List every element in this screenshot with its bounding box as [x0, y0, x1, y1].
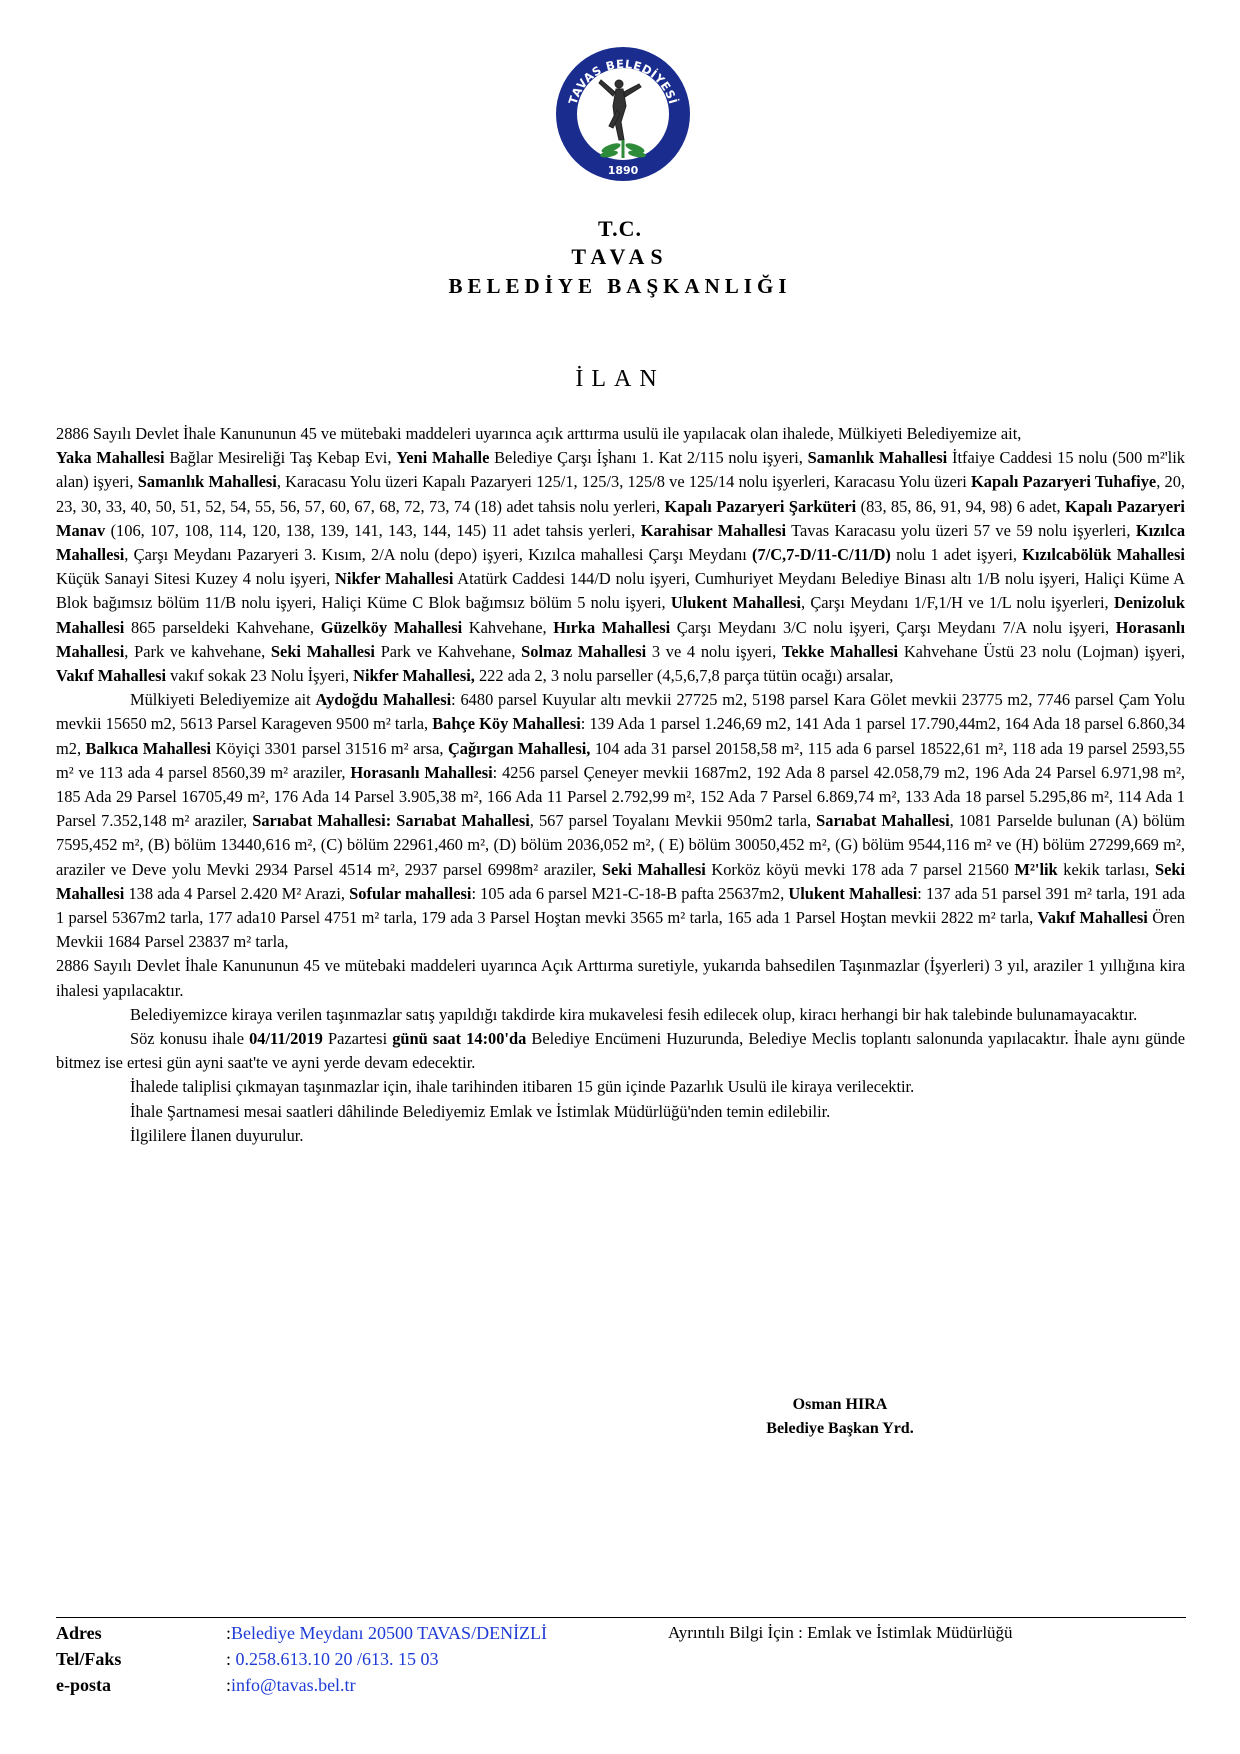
bold-run: Bahçe Köy Mahallesi — [432, 714, 581, 734]
text-run: , Karacasu Yolu üzeri Kapalı Pazaryeri 125/1, 125/3, 125/8 ve 125/14 nolu işyerleri, Karacasu Yolu üzeri — [276, 472, 972, 492]
footer-divider — [56, 1617, 1186, 1618]
announcement-body — [56, 422, 1185, 1148]
bold-run: 04/11/2019 — [249, 1029, 323, 1049]
bold-run: Horasanlı Mahallesi — [56, 617, 1185, 661]
bold-run: Vakıf Mahallesi — [56, 666, 167, 686]
text-run: Atatürk Caddesi 144/D nolu işyeri, Cumhuriyet Meydanı Belediye Binası altı 1/B nolu işyeri, Haliçi Küme A Blok bağımsız bölüm 11/B nolu işyeri, Haliçi Küme C Blok bağımsız bölüm 5 nolu işyeri, — [56, 569, 1185, 613]
signatory-name: Osman HIRA — [792, 1396, 888, 1413]
text-run: : 137 ada 51 parsel 391 m² tarla, 191 ada 1 parsel 5367m2 tarla, 177 ada10 Parsel 4751 m² tarla, 179 ada 3 Parsel Hoştan mevki 3565 m² tarla, 165 ada 1 Parsel Hoştan mevkii 2822 m² tarla, — [56, 883, 1185, 928]
bold-run: Seki Mahallesi — [601, 859, 706, 879]
text-run: , 20, 23, 30, 33, 40, 50, 51, 52, 54, 55, 56, 57, 60, 67, 68, 72, 73, 74 (18) adet tahsis nolu yerleri, — [56, 472, 1186, 516]
bold-run: Tekke Mahallesi — [781, 641, 899, 661]
text-run: Mülkiyeti Belediyemize ait — [130, 690, 316, 710]
signatory-title: Belediye Başkan Yrd. — [766, 1420, 914, 1437]
text-run: 138 ada 4 Parsel 2.420 M² Arazi, — [124, 883, 350, 903]
text-run: Belediye Encümeni Huzurunda, Belediye Meclis toplantı salonunda yapılacaktır. İhale aynı günde bitmez ise ertesi gün ayni saat'te ve ayni yerde devam edecektir. — [56, 1029, 1185, 1073]
bold-run: Yaka Mahallesi — [56, 448, 165, 468]
text-run: (83, 85, 86, 91, 94, 98) 6 adet, — [856, 496, 1065, 516]
paragraph-bargaining: İhalede taliplisi çıkmayan taşınmazlar için, ihale tarihinden itibaren 15 gün içinde Pazarlık Usulü ile kiraya verilecektir. — [130, 1077, 915, 1097]
bold-run: Aydoğdu Mahallesi — [315, 690, 452, 710]
text-run: Tavas Karacasu yolu üzeri 57 ve 59 nolu işyerleri, — [786, 520, 1136, 540]
text-run: , 1081 Parselde bulunan (A) bölüm 7595,452 m², (B) bölüm 13440,616 m², (C) bölüm 22961,460 m², (D) bölüm 2036,052 m², ( E) bölüm 30050,452 m², (G) bölüm 9544,116 m² ve (H) bölüm 27299,669 m², araziler ve Deve yolu Mevki 2934 Parsel 4514 m², 2937 parsel 6998m² araziler, — [56, 811, 1185, 879]
text-run: Park ve Kahvehane, — [374, 641, 522, 661]
paragraph-termination: Belediyemizce kiraya verilen taşınmazlar satış yapıldığı takdirde kira mukavelesi fesih edilecek olup, kiracı herhangi bir hak talebinde bulunamayacaktır. — [130, 1004, 1138, 1024]
address-value[interactable]: Belediye Meydanı 20500 TAVAS/DENİZLİ — [231, 1623, 548, 1643]
text-run: : 105 ada 6 parsel M21-C-18-B pafta 25637m2, — [471, 883, 789, 903]
text-run: , Çarşı Meydanı Pazaryeri 3. Kısım, 2/A nolu (depo) işyeri, Kızılca mahallesi Çarşı Meydanı — [124, 545, 753, 565]
text-run: , 567 parsel Toyalanı Mevkii 950m2 tarla, — [529, 811, 817, 831]
bold-run: Samanlık Mahallesi — [137, 472, 277, 492]
colon: : — [226, 1623, 232, 1643]
text-run: 222 ada 2, 3 nolu parseller (4,5,6,7,8 parça tütün ocağı) arsalar, — [474, 666, 894, 686]
bold-run: Solmaz Mahallesi — [521, 641, 647, 661]
bold-run: Balkıca Mahallesi — [85, 738, 212, 758]
bold-run: Kızılcabölük Mahallesi — [1022, 545, 1185, 565]
bold-run: günü saat 14:00'da — [392, 1029, 527, 1049]
signature-block — [700, 1393, 980, 1441]
header-tc: T.C. — [598, 216, 642, 241]
bold-run: Kapalı Pazaryeri Manav — [56, 496, 1185, 540]
text-run: vakıf sokak 23 Nolu İşyeri, — [166, 666, 354, 686]
bold-run: Güzelköy Mahallesi — [320, 617, 463, 637]
paragraph-law: 2886 Sayılı Devlet İhale Kanununun 45 ve mütebaki maddeleri uyarınca Açık Arttırma suretiyle, yukarıda bahsedilen Taşınmazlar (İşyerleri) 3 yıl, araziler 1 yıllığına kira ihalesi yapılacaktır. — [56, 956, 1185, 1000]
bold-run: Sarıabat Mahallesi: Sarıabat Mahallesi — [252, 811, 530, 831]
bold-run: Horasanlı Mahallesi — [350, 762, 493, 782]
info-note: Ayrıntılı Bilgi İçin : Emlak ve İstimlak Müdürlüğü — [668, 1623, 1013, 1642]
municipality-seal-logo — [553, 44, 693, 184]
text-run: Belediye Çarşı İşhanı 1. Kat 2/115 nolu işyeri, — [489, 448, 808, 468]
bold-run: Nikfer Mahallesi — [335, 569, 454, 589]
paragraph-lands — [56, 688, 1185, 954]
bold-run: Seki Mahallesi — [56, 859, 1186, 903]
text-run: Küçük Sanayi Sitesi Kuzey 4 nolu işyeri, — [56, 569, 336, 589]
text-run: Korköz köyü mevki 178 ada 7 parsel 21560 — [705, 859, 1015, 879]
bold-run: Vakıf Mahallesi — [1037, 908, 1148, 928]
text-run: Pazartesi — [322, 1029, 393, 1049]
bold-run: Samanlık Mahallesi — [807, 448, 948, 468]
paragraph-specification: İhale Şartnamesi mesai saatleri dâhilinde Belediyemiz Emlak ve İstimlak Müdürlüğü'nden temin edilebilir. — [130, 1101, 831, 1121]
tel-label: Tel/Faks — [56, 1649, 122, 1669]
paragraph-date — [56, 1027, 1185, 1075]
text-run: , Park ve kahvehane, — [124, 641, 271, 661]
text-run: : 139 Ada 1 parsel 1.246,69 m2, 141 Ada 1 parsel 17.790,44m2, 164 Ada 18 parsel 6.860,34 m2, — [56, 714, 1186, 758]
email-link[interactable]: info@tavas.bel.tr — [231, 1675, 356, 1695]
text-run: 3 ve 4 nolu işyeri, — [646, 641, 782, 661]
document-title-ilan: İLAN — [575, 366, 665, 392]
text-run: , Çarşı Meydanı 1/F,1/H ve 1/L nolu işyerleri, — [800, 593, 1114, 613]
header-tavas: TAVAS — [571, 244, 669, 269]
paragraph-closing: İlgililere İlanen duyurulur. — [130, 1125, 304, 1145]
bold-run: Sarıabat Mahallesi — [816, 811, 950, 831]
email-label: e-posta — [56, 1675, 111, 1695]
text-run: Söz konusu ihale — [130, 1029, 250, 1049]
tel-value[interactable]: 0.258.613.10 20 /613. 15 03 — [231, 1649, 439, 1669]
bold-run: Karahisar Mahallesi — [640, 520, 787, 540]
text-run: kekik tarlası, — [1057, 859, 1155, 879]
paragraph-intro: 2886 Sayılı Devlet İhale Kanununun 45 ve mütebaki maddeleri uyarınca açık arttırma usulü ile yapılacak olan ihalede, Mülkiyeti Belediyemize ait, — [56, 424, 1022, 443]
bold-run: Kapalı Pazaryeri Tuhafiye — [971, 472, 1157, 492]
bold-run: Sofular mahallesi — [349, 883, 472, 903]
bold-run: Kapalı Pazaryeri Şarküteri — [664, 496, 857, 516]
text-run: 104 ada 31 parsel 20158,58 m², 115 ada 6 parsel 18522,61 m², 118 ada 19 parsel 2593,55 m² ve 113 ada 4 parsel 8560,39 m² araziler, — [56, 738, 1186, 782]
text-run: Köyiçi 3301 parsel 31516 m² arsa, — [211, 738, 448, 758]
text-run: : 4256 parsel Çeneyer mevkii 1687m2, 192 Ada 8 parsel 42.058,79 m2, 196 Ada 24 Parsel 6.971,98 m², 185 Ada 29 Parsel 16705,49 m², 176 Ada 14 Parsel 3.905,38 m², 166 Ada 11 Parsel 2.792,99 m², 152 Ada 7 Parsel 6.869,74 m², 133 Ada 18 parsel 5.295,86 m², 114 Ada 1 Parsel 7.352,148 m² araziler, — [56, 762, 1185, 831]
text-run: : 6480 parsel Kuyular altı mevkii 27725 m2, 5198 parsel Kara Gölet mevkii 23775 m2, 7746 parsel Çam Yolu mevkii 15650 m2, 5613 Parsel Karageven 9500 m² tarla, — [56, 690, 1186, 734]
bold-run: Yeni Mahalle — [396, 448, 490, 468]
bold-run: (7/C,7-D/11-C/11/D) — [752, 545, 891, 565]
paragraph-workplaces — [56, 446, 1185, 688]
seal-text: TAVAS BELEDİYESİ — [565, 56, 681, 106]
bold-run: Seki Mahallesi — [270, 641, 375, 661]
bold-run: Nikfer Mahallesi, — [353, 666, 475, 686]
text-run: Kahvehane Üstü 23 nolu (Lojman) işyeri, — [898, 641, 1185, 661]
text-run: (106, 107, 108, 114, 120, 138, 139, 141, 143, 144, 145) 11 adet tahsis yerleri, — [105, 520, 641, 540]
text-run: Çarşı Meydanı 3/C nolu işyeri, Çarşı Meydanı 7/A nolu işyeri, — [670, 617, 1116, 637]
header-baskanlik: BELEDİYE BAŞKANLIĞI — [448, 274, 792, 298]
bold-run: Ulukent Mahallesi — [670, 593, 801, 613]
address-label: Adres — [56, 1623, 102, 1643]
bold-run: Kızılca Mahallesi — [56, 520, 1186, 565]
bold-run: Hırka Mahallesi — [553, 617, 671, 637]
text-run: nolu 1 adet işyeri, — [890, 545, 1023, 565]
text-run: İtfaiye Caddesi 15 nolu (500 m²'lik alan) işyeri, — [56, 448, 1185, 492]
text-run: Kahvehane, — [462, 617, 554, 637]
colon: : — [226, 1649, 232, 1669]
bold-run: Ulukent Mahallesi — [788, 883, 918, 903]
bold-run: Çağırgan Mahallesi, — [447, 738, 591, 758]
text-run: Ören Mevkii 1684 Parsel 23837 m² tarla, — [56, 908, 1185, 952]
bold-run: M²'lik — [1014, 859, 1058, 879]
colon: : — [226, 1675, 232, 1695]
bold-run: Denizoluk Mahallesi — [56, 593, 1185, 637]
text-run: 865 parseldeki Kahvehane, — [124, 617, 321, 637]
text-run: Bağlar Mesireliği Taş Kebap Evi, — [164, 448, 397, 468]
seal-year: 1890 — [607, 164, 639, 177]
